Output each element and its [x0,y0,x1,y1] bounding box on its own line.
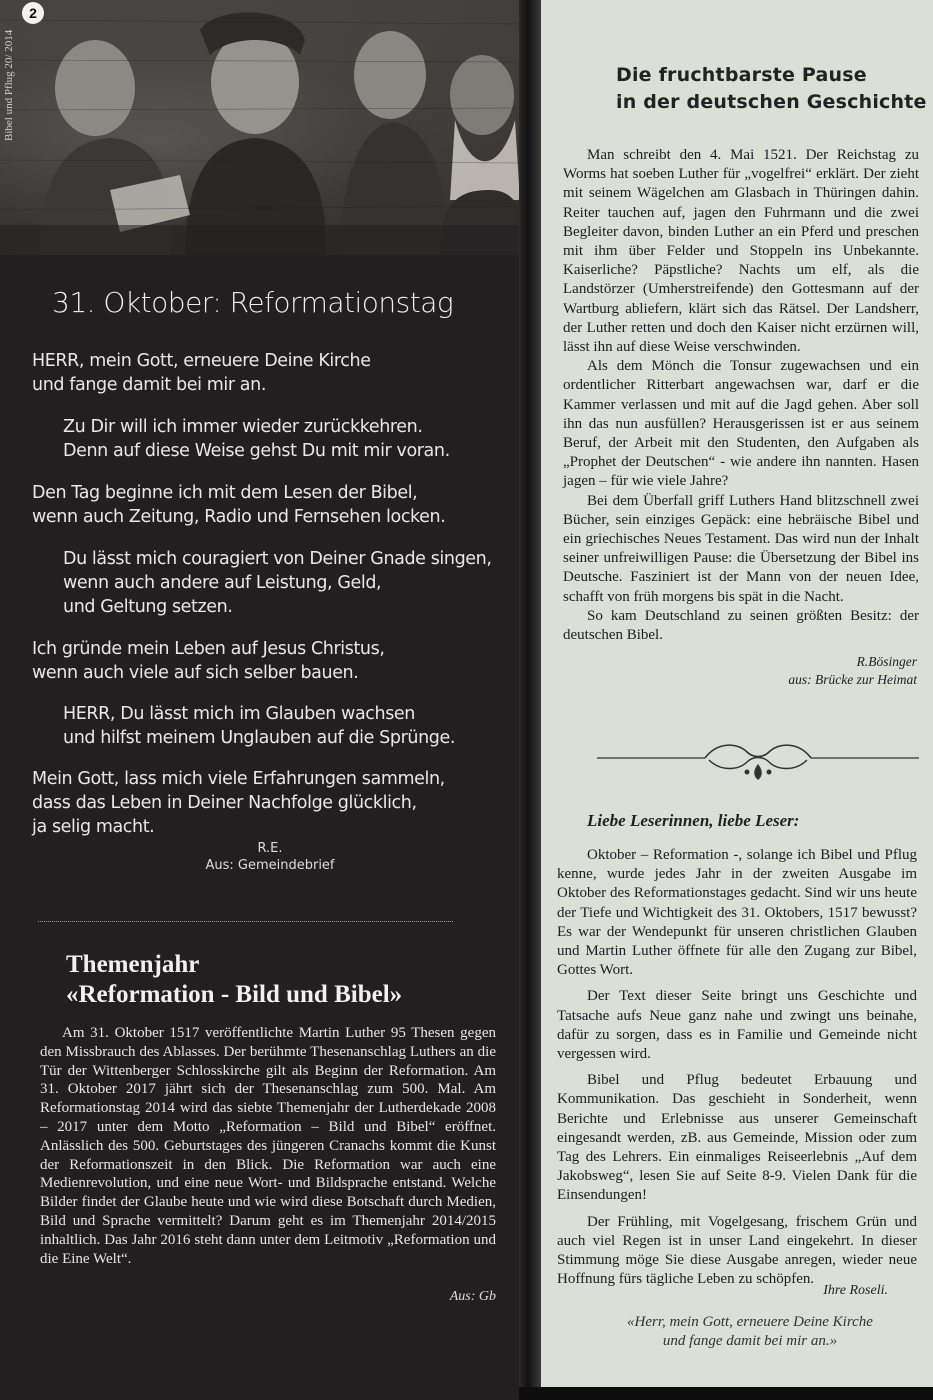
stanza-line: Zu Dir will ich immer wieder zurückkehren. [63,417,423,437]
section-divider [38,921,453,922]
stanza-line: und hilfst meinem Unglauben auf die Sprünge. [63,728,456,748]
themenjahr-source: Aus: Gb [449,1289,496,1304]
closing-quote [581,1313,919,1351]
stanza-line: und Geltung setzen. [63,597,233,617]
prayer-signature: R.E. [257,841,283,856]
stanza-line: wenn auch Zeitung, Radio und Fernsehen locken. [32,507,446,527]
letter-paragraph: Oktober – Reformation -, solange ich Bibel und Pflug kenne, wurde jedes Jahr in der zweiten Ausgabe im Oktober des Reformationstages gedacht. Sind wir uns heute der Tiefe und Wichtigkeit des 31. Oktobers, 1517 bewusst? Es war der Wendepunkt für unseren christlichen Glauben und Martin Luther öffnete für alle den Zugang zur Bibel, Gottes Wort. [557,847,917,979]
publication-side-label: Bibel und Pflug 20/ 2014 [3,29,15,141]
article-paragraph: Als dem Mönch die Tonsur zugewachsen und ein ordentlicher Ritterbart angewachsen war, darf er die Kammer verlassen und mit auf die Jagd gehen. Aber soll ihn das nun ausfüllen? Herausgerissen ist er aus seinem Beruf, der Arbeit mit den Studenten, den Aufgaben als „Prophet der Deutschen“ - wie andere ihn nannten. Hasen jagen – für wie viele Jahre? [563,358,919,490]
prayer-stanza [63,702,455,750]
prayer-stanza [32,767,445,839]
themenjahr-title [66,950,402,1010]
article-author: R.Bösinger [856,654,917,669]
prayer-source: Aus: Gemeindebrief [205,858,335,873]
article-title [616,62,927,116]
stanza-line: Den Tag beginne ich mit dem Lesen der Bibel, [32,483,418,503]
page-gutter [519,0,541,1400]
right-column [541,0,933,1387]
stanza-line: Du lässt mich couragiert von Deiner Gnade singen, [63,549,492,569]
prayer-stanza [63,547,492,619]
stanza-line: wenn auch andere auf Leistung, Geld, [63,573,382,593]
letter-signature: Ihre Roseli. [823,1283,888,1298]
letter-paragraph: Der Frühling, mit Vogelgesang, frischem Grün und auch viel Regen ist in unser Land eingekehrt. In dieser Stimmung möge Sie diese Ausgabe anregen, wieder neue Hoffnung fürs tägliche Leben zu schöpfen. [557,1213,917,1288]
stanza-line: ja selig macht. [32,817,155,837]
letter-heading: Liebe Leserinnen, liebe Leser: [587,811,800,830]
themenjahr-title-line: «Reformation - Bild und Bibel» [66,981,403,1008]
stanza-line: und fange damit bei mir an. [32,375,266,395]
reformers-engraving [0,0,527,255]
stanza-line: Ich gründe mein Leben auf Jesus Christus, [32,639,385,659]
prayer-stanza [63,415,450,463]
stanza-line: Denn auf diese Weise gehst Du mit mir voran. [63,441,450,461]
themenjahr-title-line: Themenjahr [66,951,200,978]
prayer-title: 31. Oktober: Reformationstag [52,286,454,319]
closing-quote-line: «Herr, mein Gott, erneuere Deine Kirche [627,1314,873,1330]
prayer-stanza [32,481,445,529]
article-source: aus: Brücke zur Heimat [788,672,917,687]
prayer-attribution [190,840,350,874]
stanza-line: wenn auch viele auf sich selber bauen. [32,663,359,683]
stanza-line: dass das Leben in Deiner Nachfolge glücklich, [32,793,417,813]
closing-quote-line: und fange damit bei mir an.» [662,1333,838,1349]
ornament-divider [597,738,919,782]
article-paragraph: Man schreibt den 4. Mai 1521. Der Reichstag zu Worms hat soeben Luther für „vogelfrei“ erklärt. Der zieht mit seinem Wägelchen am Glasbach in Thüringen dahin. Reiter tauchen auf, jagen den Fuhrmann und die zwei Begleiter davon, binden Luther an ein Pferd und preschen mit ihm über Felder und Stoppeln ins Unbekannte. Kaiserliche? Päpstliche? Nachts um elf, als die Landstörzer (Umherstreifende) den Gottesmann auf der Wartburg abliefern, klärt sich das Rätsel. Der Landsherr, der Luther retten und doch den Kaiser nicht erzürnen will, lässt ihn auf diese Weise verschwinden. [563,147,919,356]
background-watermark [569,12,589,95]
themenjahr-body: Am 31. Oktober 1517 veröffentlichte Martin Luther 95 Thesen gegen den Missbrauch des Ablasses. Der berühmte Thesenanschlag Luthers an die Tür der Wittenberger Schlosskirche gilt als Beginn der Reformation. Am 31. Oktober 2017 jährt sich der Thesenanschlag zum 500. Mal. Am Reformationstag 2014 wird das siebte Themenjahr der Lutherdekade 2008 – 2017 unter dem Motto „Reformation – Bild und Bibel“ eröffnet. Anlässlich des 500. Geburtstages des jüngeren Cranachs kommt die Kunst der Reformationszeit in den Blick. Die Reformation war auch eine Medienrevolution, und eine neue Wort- und Bildsprache entstand. Welche Bilder findet der Glaube heute und wie wird diese Botschaft durch Medien, Bild und Sprache vermittelt? Darum geht es im Themenjahr 2014/2015 inhaltlich. Das Jahr 2016 steht dann unter dem Leitmotiv „Reformation und die Eine Welt“. [40,1025,496,1267]
letter-paragraph: Bibel und Pflug bedeutet Erbauung und Kommunikation. Das geschieht in Sonderheit, wenn Berichte und Erlebnisse aus unserer Gemeinschaft eingesandt werden, zB. aus Gemeinde, Mission oder zum Tag des Lehrers. Ein einmaliges Reiseerlebnis „Auf dem Jakobsweg“, lesen Sie auf Seite 8-9. Vielen Dank für die Einsendungen! [557,1072,917,1204]
article-body [563,146,919,645]
engraving-illustration [0,0,527,255]
letter-paragraph: Der Text dieser Seite bringt uns Geschichte und Tatsache aufs Neue ganz nahe und zwingt uns beinahe, dafür zu sorgen, dass es in Familie und Gemeinde nicht vergessen wird. [557,988,917,1063]
prayer-stanza [32,637,385,685]
page-bottom-edge [519,1387,933,1400]
stanza-line: HERR, Du lässt mich im Glauben wachsen [63,704,415,724]
letter-body [557,846,917,1296]
article-title-line: Die fruchtbarste Pause [616,64,867,86]
page-number-badge: 2 [22,2,44,24]
article-title-line: in der deutschen Geschichte [616,91,927,113]
stanza-line: HERR, mein Gott, erneuere Deine Kirche [32,351,371,371]
prayer-stanza [32,349,371,397]
article-paragraph: So kam Deutschland zu seinen größten Besitz: der deutschen Bibel. [563,607,919,644]
article-paragraph: Bei dem Überfall griff Luthers Hand blitzschnell zwei Bücher, sein einziges Gepäck: eine hebräische Bibel und ein griechisches Neues Testament. Das wird nun der Inhalt seiner unfreiwilligen Pause: die Übersetzung der Bibel ins Deutsche. Fasziniert ist der Mann von der neuen Idee, schafft von früh morgens bis spät in die Nacht. [563,492,919,605]
stanza-line: Mein Gott, lass mich viele Erfahrungen sammeln, [32,769,445,789]
